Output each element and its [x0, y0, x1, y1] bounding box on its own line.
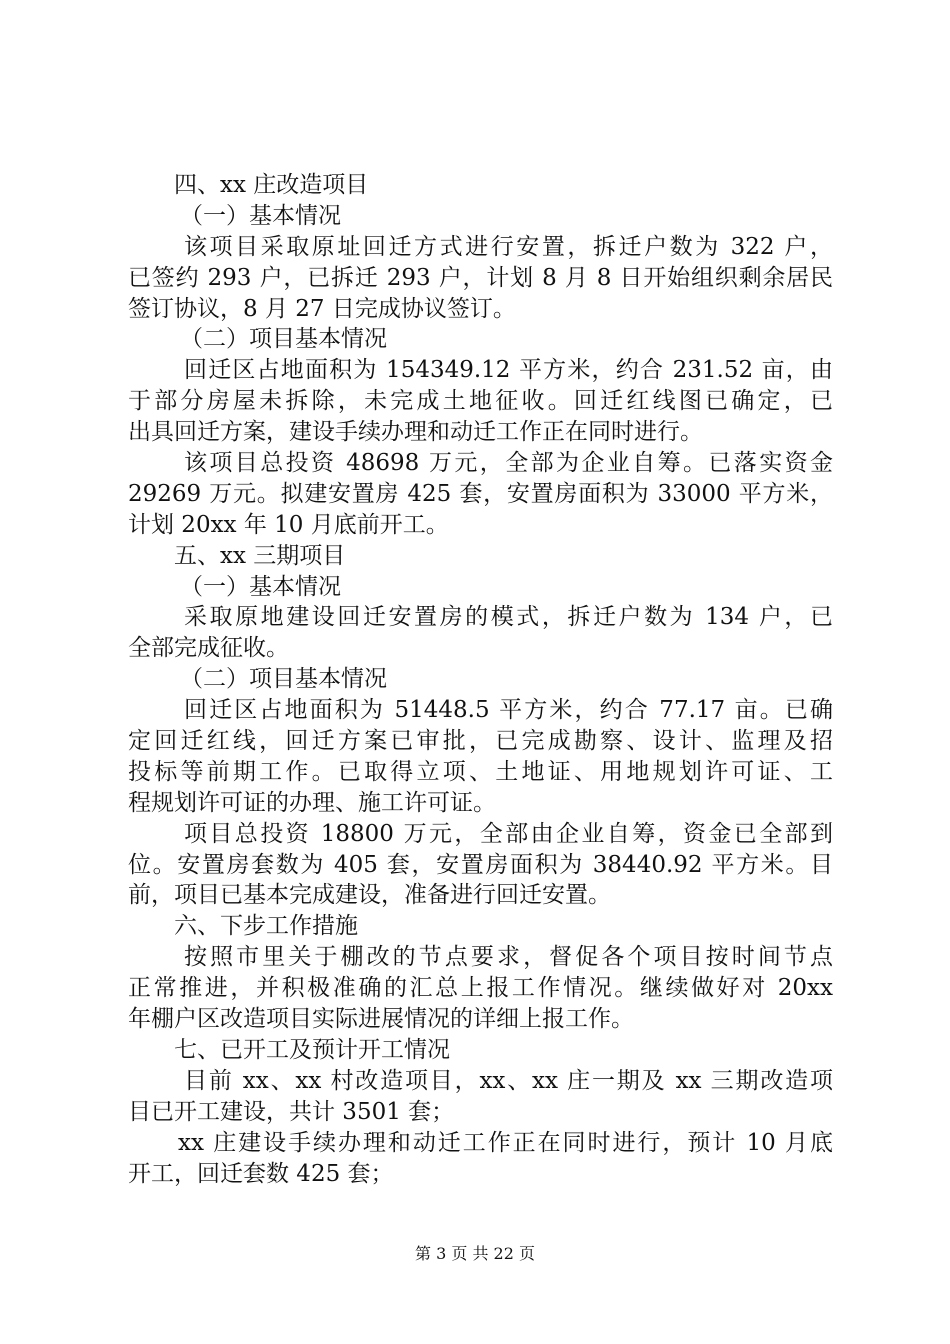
paragraph-line: 回迁区占地面积为 154349.12 平方米，约合 231.52 亩，由 [184, 357, 833, 384]
paragraph-line: 投标等前期工作。已取得立项、土地证、用地规划许可证、工 [128, 758, 833, 785]
paragraph-line: 已签约 293 户，已拆迁 293 户，计划 8 月 8 日开始组织剩余居民 [128, 264, 833, 291]
section-heading-6: 六、下步工作措施 [174, 913, 358, 940]
paragraph-line: 位。安置房套数为 405 套，安置房面积为 38440.92 平方米。目 [128, 851, 833, 878]
paragraph-line: 采取原地建设回迁安置房的模式，拆迁户数为 134 户，已 [184, 604, 833, 631]
paragraph-line: 项目总投资 18800 万元，全部由企业自筹，资金已全部到 [184, 820, 833, 847]
section-heading-4: 四、xx 庄改造项目 [174, 172, 369, 198]
page-number-footer: 第 3 页 共 22 页 [415, 1244, 535, 1263]
paragraph-line: 年棚户区改造项目实际进展情况的详细上报工作。 [128, 1006, 634, 1033]
paragraph-line: xx 庄建设手续办理和动迁工作正在同时进行，预计 10 月底 [178, 1129, 833, 1156]
subheading-project-info: （二）项目基本情况 [180, 666, 387, 693]
paragraph-line: 29269 万元。拟建安置房 425 套，安置房面积为 33000 平方米， [128, 480, 833, 507]
paragraph-line: 目前 xx、xx 村改造项目，xx、xx 庄一期及 xx 三期改造项 [184, 1067, 833, 1094]
paragraph-line: 回迁区占地面积为 51448.5 平方米，约合 77.17 亩。已确 [184, 697, 833, 724]
paragraph-line: 程规划许可证的办理、施工许可证。 [128, 789, 496, 816]
paragraph-line: 按照市里关于棚改的节点要求，督促各个项目按时间节点 [184, 944, 833, 971]
document-body [128, 170, 833, 1189]
subheading-basic-info: （一）基本情况 [180, 202, 341, 229]
paragraph-line: 正常推进，并积极准确的汇总上报工作情况。继续做好对 20xx [128, 975, 833, 1002]
section-heading-5: 五、xx 三期项目 [174, 542, 346, 569]
paragraph-line: 签订协议，8 月 27 日完成协议签订。 [128, 295, 516, 322]
paragraph-line: 开工，回迁套数 425 套； [128, 1160, 394, 1187]
paragraph-line: 全部完成征收。 [128, 635, 289, 662]
paragraph-line: 定回迁红线，回迁方案已审批，已完成勘察、设计、监理及招 [128, 728, 833, 755]
paragraph-line: 前，项目已基本完成建设，准备进行回迁安置。 [128, 882, 611, 909]
subheading-basic-info: （一）基本情况 [180, 573, 341, 600]
paragraph-line: 该项目采取原址回迁方式进行安置，拆迁户数为 322 户， [184, 233, 833, 260]
paragraph-line: 于部分房屋未拆除，未完成土地征收。回迁红线图已确定，已 [128, 388, 833, 415]
section-heading-7: 七、已开工及预计开工情况 [174, 1036, 450, 1063]
paragraph-line: 目已开工建设，共计 3501 套； [128, 1098, 455, 1125]
paragraph-line: 计划 20xx 年 10 月底前开工。 [128, 511, 449, 538]
subheading-project-info: （二）项目基本情况 [180, 326, 387, 353]
paragraph-line: 出具回迁方案，建设手续办理和动迁工作正在同时进行。 [128, 419, 703, 446]
paragraph-line: 该项目总投资 48698 万元，全部为企业自筹。已落实资金 [184, 450, 833, 477]
